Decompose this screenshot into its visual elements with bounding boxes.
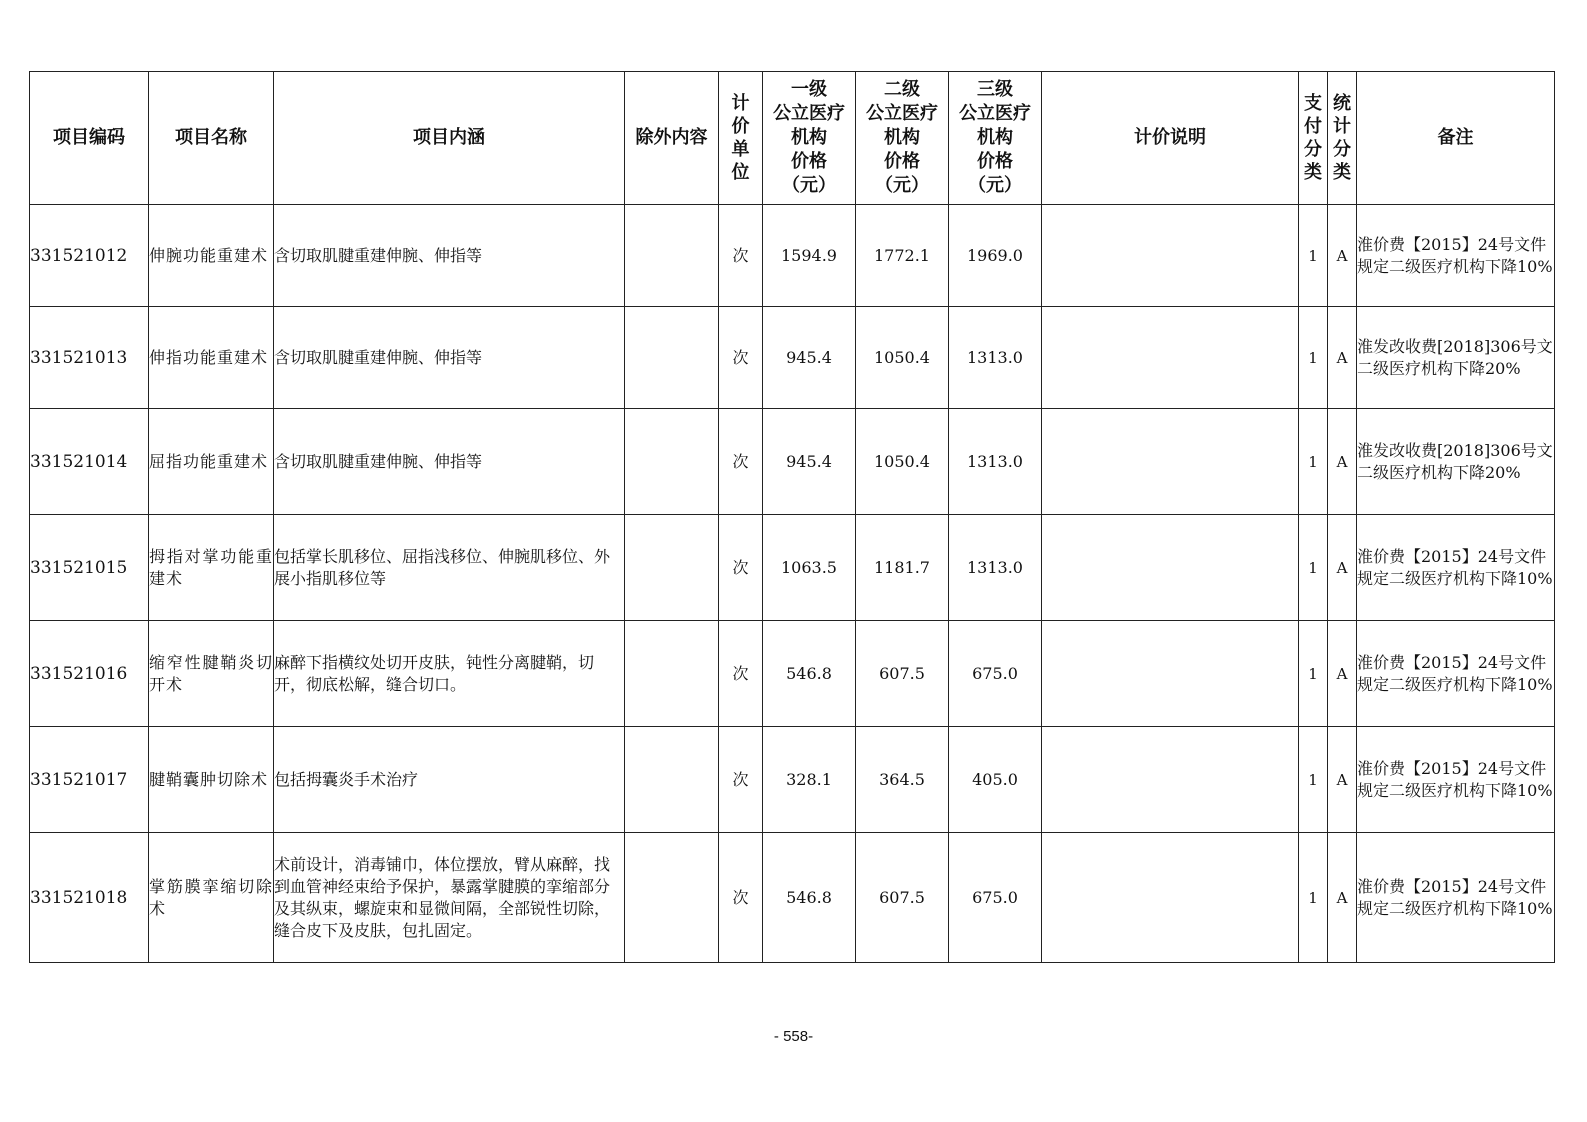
cell-unit: 次	[719, 833, 763, 963]
cell-exclusion	[625, 515, 719, 621]
cell-stat-class: A	[1328, 621, 1357, 727]
header-price1	[763, 72, 856, 205]
header-code: 项目编码	[30, 72, 149, 205]
cell-price2: 1181.7	[856, 515, 949, 621]
cell-content: 包括拇囊炎手术治疗	[274, 727, 625, 833]
cell-exclusion	[625, 409, 719, 515]
header-unit-text: 计价单位	[731, 92, 750, 183]
cell-content: 麻醉下指横纹处切开皮肤，钝性分离腱鞘，切开，彻底松解，缝合切口。	[274, 621, 625, 727]
cell-name: 缩窄性腱鞘炎切开术	[149, 621, 274, 727]
header-name: 项目名称	[149, 72, 274, 205]
cell-pay-class: 1	[1299, 409, 1328, 515]
cell-name: 屈指功能重建术	[149, 409, 274, 515]
cell-exclusion	[625, 833, 719, 963]
cell-pricing-note	[1042, 621, 1299, 727]
header-price3-text: 三级 公立医疗 机构 价格 （元）	[959, 79, 1031, 196]
header-pay-class-text: 支付分类	[1304, 92, 1322, 183]
cell-remarks: 淮价费【2015】24号文件规定二级医疗机构下降10%	[1357, 515, 1555, 621]
cell-price2: 1050.4	[856, 307, 949, 409]
cell-stat-class: A	[1328, 409, 1357, 515]
header-pay-class	[1299, 72, 1328, 205]
cell-remarks: 淮发改收费[2018]306号文二级医疗机构下降20%	[1357, 307, 1555, 409]
cell-price2: 607.5	[856, 621, 949, 727]
cell-pricing-note	[1042, 409, 1299, 515]
cell-price1: 546.8	[763, 621, 856, 727]
table-row	[30, 205, 1555, 307]
cell-price2: 364.5	[856, 727, 949, 833]
cell-price3: 1313.0	[949, 409, 1042, 515]
header-price2-text: 二级 公立医疗 机构 价格 （元）	[866, 79, 938, 196]
cell-code: 331521015	[30, 515, 149, 621]
cell-pay-class: 1	[1299, 833, 1328, 963]
cell-price1: 945.4	[763, 307, 856, 409]
cell-pay-class: 1	[1299, 307, 1328, 409]
header-unit	[719, 72, 763, 205]
cell-remarks: 淮发改收费[2018]306号文二级医疗机构下降20%	[1357, 409, 1555, 515]
table-header-row	[30, 72, 1555, 205]
header-stat-class-text: 统计分类	[1333, 92, 1351, 183]
table-row	[30, 307, 1555, 409]
cell-content: 术前设计，消毒铺巾，体位摆放，臂从麻醉，找到血管神经束给予保护，暴露掌腱膜的挛缩部分及其纵束，螺旋束和显微间隔，全部锐性切除，缝合皮下及皮肤，包扎固定。	[274, 833, 625, 963]
cell-stat-class: A	[1328, 307, 1357, 409]
cell-pay-class: 1	[1299, 515, 1328, 621]
page-number: - 558-	[773, 1028, 814, 1045]
cell-price1: 1594.9	[763, 205, 856, 307]
table-row	[30, 833, 1555, 963]
cell-name: 掌筋膜挛缩切除术	[149, 833, 274, 963]
cell-code: 331521012	[30, 205, 149, 307]
header-exclusion: 除外内容	[625, 72, 719, 205]
cell-stat-class: A	[1328, 515, 1357, 621]
cell-name: 伸指功能重建术	[149, 307, 274, 409]
cell-unit: 次	[719, 515, 763, 621]
table-row	[30, 727, 1555, 833]
cell-content: 含切取肌腱重建伸腕、伸指等	[274, 409, 625, 515]
header-price1-text: 一级 公立医疗 机构 价格 （元）	[773, 79, 845, 196]
table-row	[30, 515, 1555, 621]
cell-pay-class: 1	[1299, 727, 1328, 833]
cell-remarks: 淮价费【2015】24号文件规定二级医疗机构下降10%	[1357, 621, 1555, 727]
table-row	[30, 621, 1555, 727]
cell-stat-class: A	[1328, 205, 1357, 307]
cell-price1: 945.4	[763, 409, 856, 515]
cell-price3: 1313.0	[949, 515, 1042, 621]
cell-price2: 607.5	[856, 833, 949, 963]
cell-pricing-note	[1042, 205, 1299, 307]
cell-code: 331521014	[30, 409, 149, 515]
cell-name: 拇指对掌功能重建术	[149, 515, 274, 621]
cell-remarks: 淮价费【2015】24号文件规定二级医疗机构下降10%	[1357, 833, 1555, 963]
cell-price2: 1772.1	[856, 205, 949, 307]
cell-remarks: 淮价费【2015】24号文件规定二级医疗机构下降10%	[1357, 205, 1555, 307]
cell-pricing-note	[1042, 833, 1299, 963]
cell-price1: 328.1	[763, 727, 856, 833]
header-price3	[949, 72, 1042, 205]
cell-pricing-note	[1042, 515, 1299, 621]
price-table	[29, 71, 1555, 963]
cell-price1: 1063.5	[763, 515, 856, 621]
cell-exclusion	[625, 205, 719, 307]
cell-price3: 675.0	[949, 621, 1042, 727]
cell-remarks: 淮价费【2015】24号文件规定二级医疗机构下降10%	[1357, 727, 1555, 833]
cell-price1: 546.8	[763, 833, 856, 963]
cell-exclusion	[625, 621, 719, 727]
header-stat-class	[1328, 72, 1357, 205]
cell-code: 331521016	[30, 621, 149, 727]
cell-content: 包括掌长肌移位、屈指浅移位、伸腕肌移位、外展小指肌移位等	[274, 515, 625, 621]
header-pricing-note: 计价说明	[1042, 72, 1299, 205]
cell-unit: 次	[719, 621, 763, 727]
header-price2	[856, 72, 949, 205]
cell-price3: 405.0	[949, 727, 1042, 833]
cell-name: 伸腕功能重建术	[149, 205, 274, 307]
cell-unit: 次	[719, 409, 763, 515]
cell-content: 含切取肌腱重建伸腕、伸指等	[274, 307, 625, 409]
cell-stat-class: A	[1328, 833, 1357, 963]
cell-price2: 1050.4	[856, 409, 949, 515]
cell-exclusion	[625, 727, 719, 833]
cell-price3: 675.0	[949, 833, 1042, 963]
header-content: 项目内涵	[274, 72, 625, 205]
table-row	[30, 409, 1555, 515]
cell-code: 331521017	[30, 727, 149, 833]
cell-code: 331521018	[30, 833, 149, 963]
cell-price3: 1969.0	[949, 205, 1042, 307]
cell-content: 含切取肌腱重建伸腕、伸指等	[274, 205, 625, 307]
header-remarks: 备注	[1357, 72, 1555, 205]
cell-name: 腱鞘囊肿切除术	[149, 727, 274, 833]
cell-exclusion	[625, 307, 719, 409]
table-body	[30, 205, 1555, 963]
cell-pricing-note	[1042, 727, 1299, 833]
cell-stat-class: A	[1328, 727, 1357, 833]
cell-pay-class: 1	[1299, 205, 1328, 307]
cell-pay-class: 1	[1299, 621, 1328, 727]
cell-unit: 次	[719, 307, 763, 409]
cell-unit: 次	[719, 205, 763, 307]
cell-unit: 次	[719, 727, 763, 833]
cell-pricing-note	[1042, 307, 1299, 409]
cell-code: 331521013	[30, 307, 149, 409]
cell-price3: 1313.0	[949, 307, 1042, 409]
